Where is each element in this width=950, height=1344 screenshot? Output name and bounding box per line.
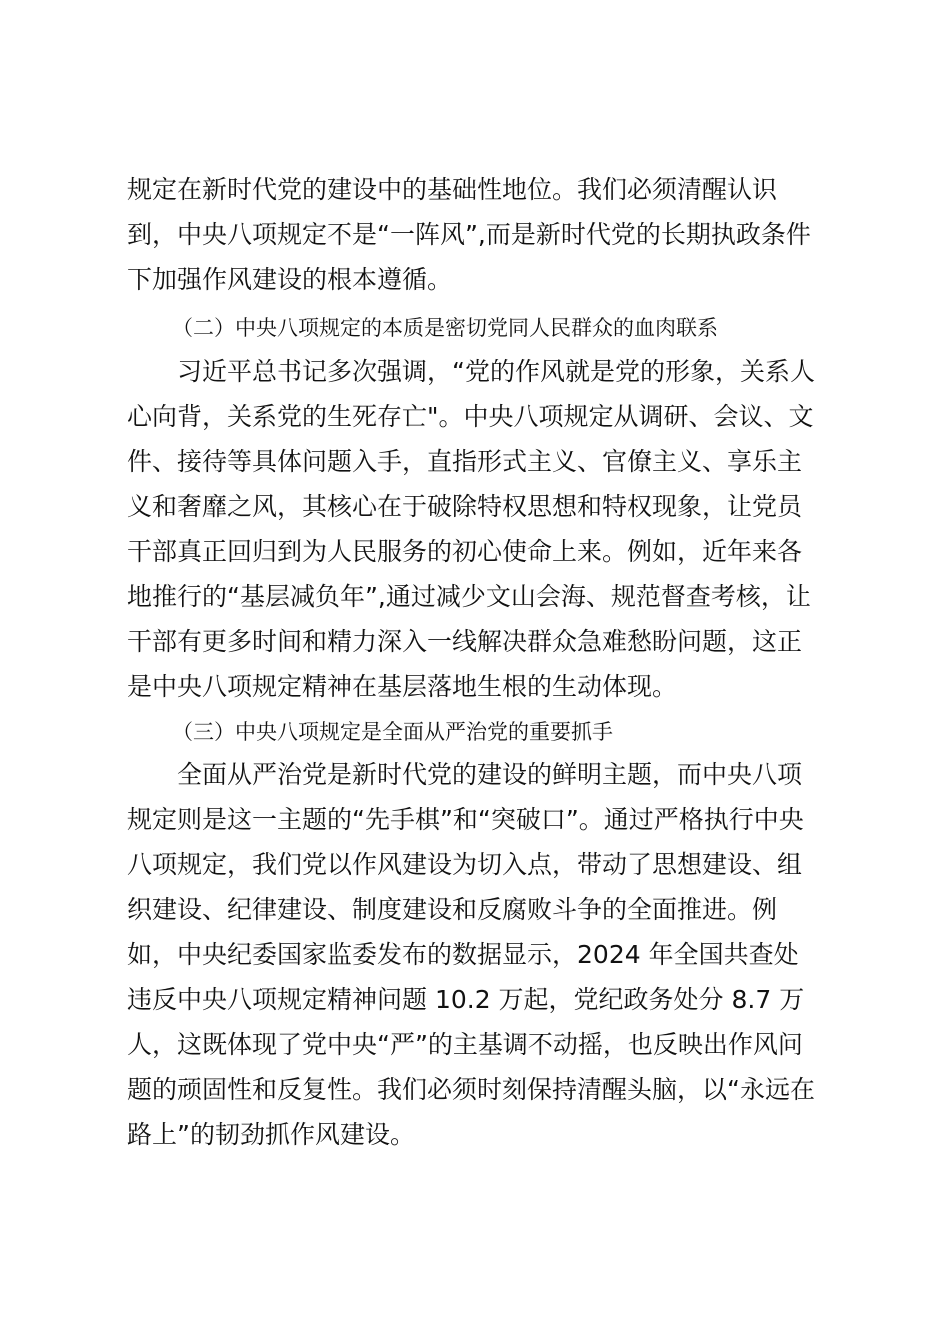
paragraph-line: 八项规定，我们党以作风建设为切入点，带动了思想建设、组 xyxy=(127,850,803,879)
section-heading: （三）中央八项规定是全面从严治党的重要抓手 xyxy=(172,720,613,744)
paragraph-line: 件、接待等具体问题入手，直指形式主义、官僚主义、享乐主 xyxy=(127,447,803,476)
paragraph-line: 到，中央八项规定不是“一阵风”,而是新时代党的长期执政条件 xyxy=(127,220,811,249)
paragraph-line: 织建设、纪律建设、制度建设和反腐败斗争的全面推进。例 xyxy=(127,895,778,924)
paragraph-line: 地推行的“基层减负年”,通过减少文山会海、规范督查考核，让 xyxy=(127,582,811,611)
paragraph-line: 义和奢靡之风，其核心在于破除特权思想和特权现象，让党员 xyxy=(127,492,803,521)
paragraph-line: 如，中央纪委国家监委发布的数据显示，2024 年全国共查处 xyxy=(127,940,799,969)
paragraph-line: 是中央八项规定精神在基层落地生根的生动体现。 xyxy=(127,672,678,701)
section-heading: （二）中央八项规定的本质是密切党同人民群众的血肉联系 xyxy=(172,316,718,340)
paragraph-line: 人，这既体现了党中央“严”的主基调不动摇，也反映出作风问 xyxy=(127,1030,803,1059)
paragraph-line: 干部有更多时间和精力深入一线解决群众急难愁盼问题，这正 xyxy=(127,627,803,656)
paragraph-line: 习近平总书记多次强调，“党的作风就是党的形象，关系人 xyxy=(177,357,815,386)
paragraph-line: 干部真正回归到为人民服务的初心使命上来。例如，近年来各 xyxy=(127,537,803,566)
paragraph-line: 下加强作风建设的根本遵循。 xyxy=(127,265,453,294)
paragraph-line: 违反中央八项规定精神问题 10.2 万起，党纪政务处分 8.7 万 xyxy=(127,985,805,1014)
paragraph-line: 心向背，关系党的生死存亡"。中央八项规定从调研、会议、文 xyxy=(127,402,814,431)
paragraph-line: 规定在新时代党的建设中的基础性地位。我们必须清醒认识 xyxy=(127,175,778,204)
paragraph-line: 规定则是这一主题的“先手棋”和“突破口”。通过严格执行中央 xyxy=(127,805,804,834)
paragraph-line: 路上”的韧劲抓作风建设。 xyxy=(127,1120,415,1149)
paragraph-line: 题的顽固性和反复性。我们必须时刻保持清醒头脑，以“永远在 xyxy=(127,1075,815,1104)
paragraph-line: 全面从严治党是新时代党的建设的鲜明主题，而中央八项 xyxy=(177,760,803,789)
